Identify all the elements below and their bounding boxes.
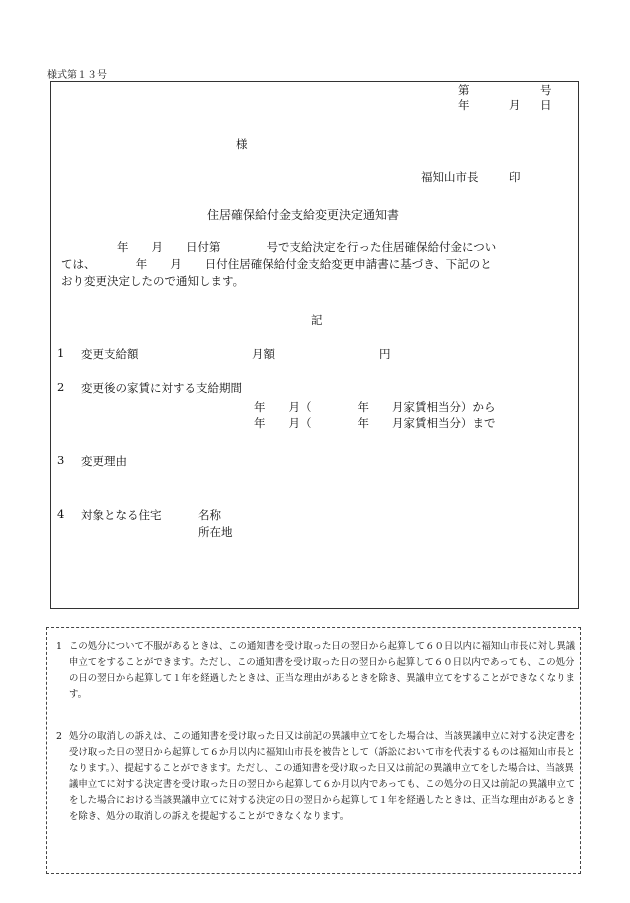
item-4-label: 対象となる住宅: [81, 508, 162, 522]
date-day: 日: [540, 98, 552, 112]
seal-mark: 印: [509, 170, 521, 184]
item-4-address-label: 所在地: [198, 525, 233, 539]
appeal-note-2: [56, 729, 576, 825]
body-line-2: ては、 年 月 日付住居確保給付金支給変更申請書に基づき、下記のと: [61, 257, 492, 271]
body-line-3: おり変更決定したので通知します。: [61, 274, 245, 288]
ki-heading: 記: [311, 313, 323, 327]
item-3-number: 3: [57, 453, 65, 467]
item-2-period-from: 年 月（ 年 月家賃相当分）から: [254, 400, 496, 414]
document-title: 住居確保給付金支給変更決定通知書: [207, 208, 400, 222]
notice-form-box: [50, 81, 579, 609]
item-2-period-to: 年 月（ 年 月家賃相当分）まで: [254, 416, 496, 430]
addressee-suffix: 様: [236, 137, 248, 151]
item-3-label: 変更理由: [81, 454, 127, 468]
appeal-note-2-number: 2: [56, 731, 62, 742]
appeal-note-1: [56, 639, 576, 703]
doc-number-prefix: 第: [458, 83, 470, 97]
item-4-number: 4: [57, 507, 65, 521]
date-month: 月: [509, 98, 521, 112]
body-line-1: 年 月 日付第 号で支給決定を行った住居確保給付金につい: [117, 240, 497, 254]
appeal-note-1-text: この処分について不服があるときは、この通知書を受け取った日の翌日から起算して６０日以内に福知山市長に対し異議申立てをすることができます。ただし、この通知書を受け取った日の翌日から起算して６０日以内であっても、この処分の日の翌日から起算して１年を経過したときは、正当な理由があるときを除き、異議申立てをすることができなくなります。: [69, 641, 576, 700]
item-2-number: 2: [57, 380, 65, 394]
item-1-label: 変更支給額: [81, 347, 139, 361]
doc-number-suffix: 号: [540, 83, 552, 97]
form-number: 様式第１３号: [47, 70, 107, 81]
item-1-yen: 円: [379, 347, 391, 361]
item-1-monthly-label: 月額: [252, 347, 275, 361]
date-year: 年: [458, 98, 470, 112]
item-1-number: 1: [57, 346, 65, 360]
appeal-note-2-text: 処分の取消しの訴えは、この通知書を受け取った日又は前記の異議申立てをした場合は、当該異議申立に対する決定書を受け取った日の翌日から起算して６か月以内に福知山市長を被告として（訴訟において市を代表するものは福知山市長となります。）、提起することができます。ただし、この通知書を受け取った日又は前記の異議申立てをした場合は、当該異議申立てに対する決定書を受け取った日の翌日から起算して６か月以内であっても、この処分の日又は前記の異議申立てをした場合における当該異議申立てに対する決定の日の翌日から起算して１年を経過したときは、正当な理由があるときを除き、処分の取消しの訴えを提起することができなくなります。: [69, 731, 576, 822]
appeal-note-1-number: 1: [56, 641, 62, 652]
issuer-name: 福知山市長: [421, 170, 479, 184]
item-4-name-label: 名称: [198, 508, 221, 522]
item-2-label: 変更後の家賃に対する支給期間: [81, 381, 242, 395]
